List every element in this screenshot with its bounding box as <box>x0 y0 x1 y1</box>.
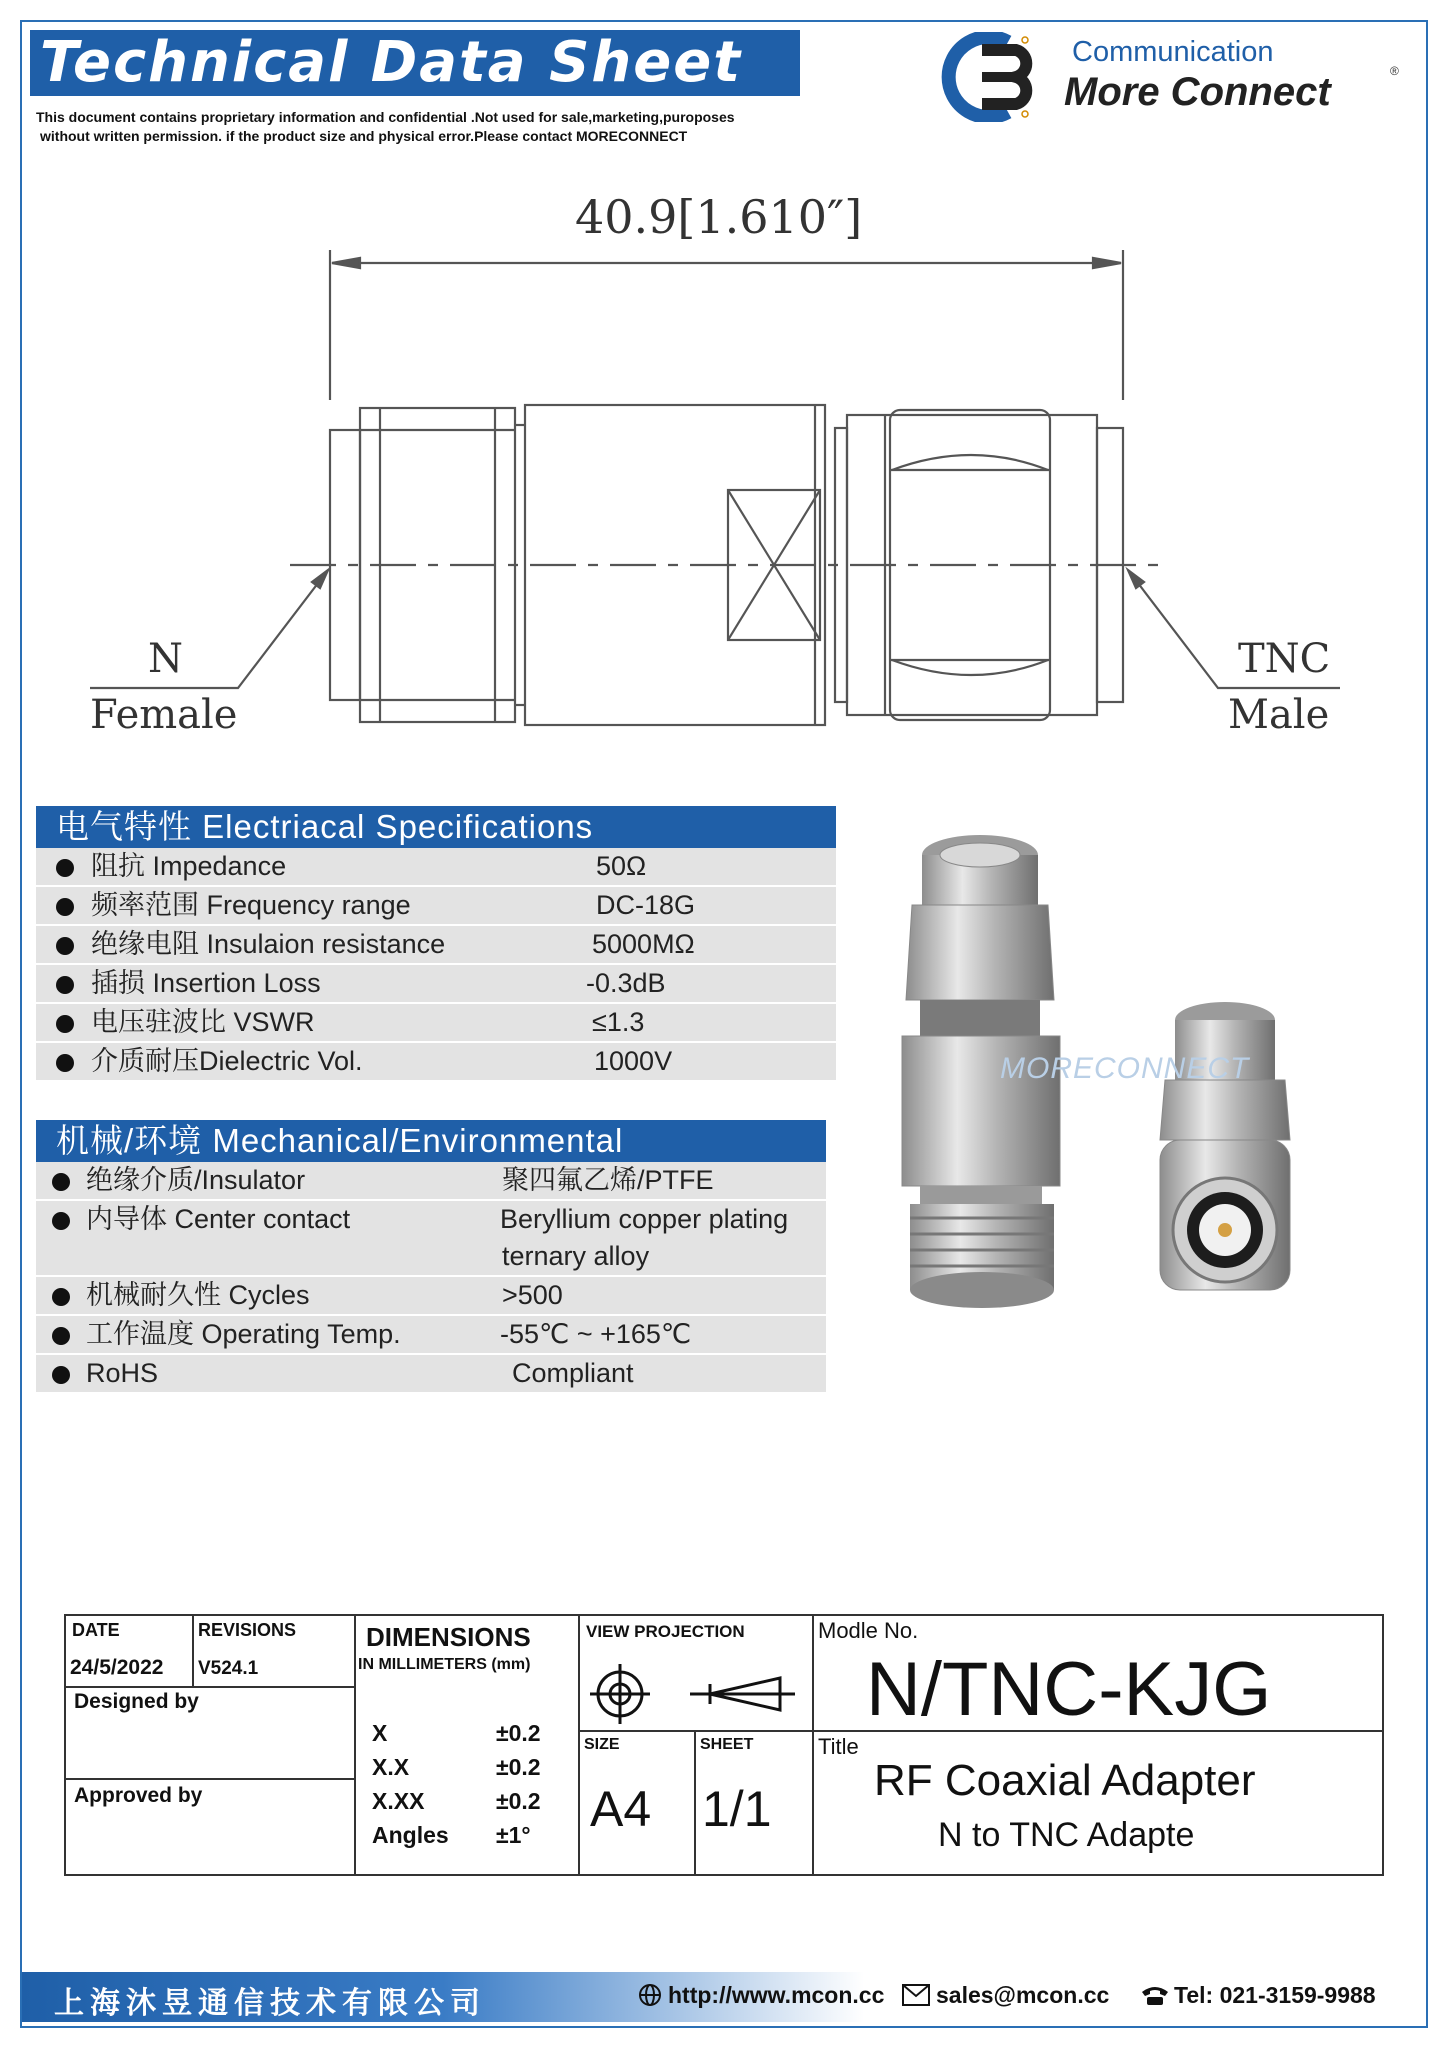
bullet-icon <box>56 937 74 955</box>
bullet-icon <box>56 1054 74 1072</box>
spec-row <box>36 1201 826 1277</box>
mail-icon <box>902 1982 930 2009</box>
spec-label: 插损 Insertion Loss <box>91 968 321 998</box>
company-logo <box>920 32 1400 122</box>
spec-label: 电压驻波比 VSWR <box>91 1007 315 1037</box>
overall-dimension-label: 40.9[1.610″] <box>575 190 863 244</box>
approved-by-label: Approved by <box>74 1784 203 1807</box>
spec-row <box>36 1162 826 1201</box>
spec-row <box>36 965 836 1004</box>
tolerance-value: ±0.2 <box>496 1720 541 1746</box>
spec-row <box>36 848 836 887</box>
bullet-icon <box>52 1212 70 1230</box>
tolerance-key: X <box>372 1720 388 1746</box>
spec-label: 介质耐压Dielectric Vol. <box>91 1046 363 1076</box>
connector-outline-drawing <box>60 170 1360 770</box>
spec-row <box>36 887 836 926</box>
product-title: RF Coaxial Adapter <box>874 1756 1256 1805</box>
model-number-label: Modle No. <box>818 1618 919 1643</box>
tolerance-value: ±0.2 <box>496 1788 541 1814</box>
electrical-heading: 电气特性 Electriacal Specifications <box>36 806 836 848</box>
spec-label: 机械耐久性 Cycles <box>86 1280 310 1310</box>
phone-icon <box>1140 1982 1170 2009</box>
spec-label: RoHS <box>86 1358 159 1388</box>
footer-bar <box>22 1972 1426 2022</box>
tolerance-keys <box>372 1716 449 1852</box>
technical-drawing <box>60 170 1360 770</box>
logo-tagline: Communication <box>1072 36 1274 68</box>
website-link[interactable]: http://www.mcon.cc <box>668 1982 885 2008</box>
tolerance-values <box>496 1716 541 1852</box>
model-number-value: N/TNC-KJG <box>866 1647 1272 1732</box>
disclaimer <box>36 108 836 146</box>
spec-value: Beryllium copper plating <box>500 1204 789 1234</box>
spec-value: ≤1.3 <box>592 1007 645 1037</box>
date-label: DATE <box>72 1620 120 1640</box>
spec-label: 绝缘介质/Insulator <box>86 1165 306 1195</box>
tolerance-key: X.XX <box>372 1788 425 1814</box>
bullet-icon <box>52 1327 70 1345</box>
registered-mark: ® <box>1390 64 1399 78</box>
tolerance-key: Angles <box>372 1822 449 1848</box>
spec-value: >500 <box>502 1280 563 1310</box>
size-value: A4 <box>590 1781 652 1837</box>
size-label: SIZE <box>584 1736 620 1753</box>
dimensions-unit: IN MILLIMETERS (mm) <box>358 1656 531 1673</box>
logo-brand: More Connect <box>1064 70 1331 114</box>
spec-value: 1000V <box>594 1046 673 1076</box>
right-connector-gender: Male <box>1228 692 1330 738</box>
date-value: 24/5/2022 <box>70 1656 164 1679</box>
bullet-icon <box>56 898 74 916</box>
tolerance-key: X.X <box>372 1754 410 1780</box>
left-connector-gender: Female <box>90 692 238 738</box>
view-projection-label: VIEW PROJECTION <box>586 1622 745 1641</box>
bullet-icon <box>56 1015 74 1033</box>
mechanical-heading: 机械/环境 Mechanical/Environmental <box>36 1120 826 1162</box>
tolerance-value: ±0.2 <box>496 1754 541 1780</box>
spec-label: 阻抗 Impedance <box>91 851 287 881</box>
spec-row <box>36 1355 826 1394</box>
designed-by-label: Designed by <box>74 1690 199 1713</box>
bullet-icon <box>56 859 74 877</box>
bullet-icon <box>56 976 74 994</box>
spec-row <box>36 1004 836 1043</box>
document-title: Technical Data Sheet <box>30 30 800 96</box>
spec-value: -0.3dB <box>586 968 666 998</box>
left-connector-type: N <box>148 636 183 682</box>
right-connector-type: TNC <box>1238 636 1331 682</box>
bullet-icon <box>52 1366 70 1384</box>
product-subtitle: N to TNC Adapte <box>938 1816 1195 1854</box>
projection-symbol-icon <box>590 1664 800 1724</box>
bullet-icon <box>52 1288 70 1306</box>
phone-number: Tel: 021-3159-9988 <box>1174 1982 1376 2008</box>
spec-row <box>36 926 836 965</box>
spec-value: -55℃ ~ +165℃ <box>500 1319 692 1349</box>
revisions-label: REVISIONS <box>198 1620 297 1640</box>
spec-value: 聚四氟乙烯/PTFE <box>502 1165 714 1195</box>
spec-row <box>36 1277 826 1316</box>
logo-mark-icon <box>920 32 1060 122</box>
electrical-specifications-table <box>36 806 836 1082</box>
disclaimer-line-1: This document contains proprietary information and confidential .Not used for sale,marketing,puroposes <box>36 109 735 125</box>
dimensions-label: DIMENSIONS <box>366 1622 531 1652</box>
tolerance-value: ±1° <box>496 1822 531 1848</box>
spec-label: 绝缘电阻 Insulaion resistance <box>91 929 446 959</box>
bullet-icon <box>52 1173 70 1191</box>
spec-row <box>36 1316 826 1355</box>
spec-value-continued: ternary alloy <box>502 1241 650 1271</box>
photo-watermark: MORECONNECT <box>1000 1052 1250 1085</box>
revisions-value: V524.1 <box>198 1658 259 1679</box>
title-label: Title <box>818 1734 859 1759</box>
spec-value: 5000MΩ <box>592 929 695 959</box>
title-block <box>64 1614 1384 1876</box>
spec-label: 频率范围 Frequency range <box>91 890 411 920</box>
sheet-label: SHEET <box>700 1736 754 1753</box>
spec-label: 工作温度 Operating Temp. <box>86 1319 401 1349</box>
spec-label: 内导体 Center contact <box>86 1204 351 1234</box>
product-photo <box>880 810 1330 1350</box>
spec-value: 50Ω <box>596 851 647 881</box>
spec-row <box>36 1043 836 1082</box>
email-link[interactable]: sales@mcon.cc <box>936 1982 1110 2008</box>
sheet-value: 1/1 <box>702 1781 772 1837</box>
globe-icon <box>638 1982 662 2009</box>
spec-value: DC-18G <box>596 890 696 920</box>
mechanical-specifications-table <box>36 1120 826 1394</box>
disclaimer-line-2: without written permission. if the product size and physical error.Please contact MORECONNECT <box>40 128 688 144</box>
spec-value: Compliant <box>512 1358 634 1388</box>
company-name-cn: 上海沐昱通信技术有限公司 <box>54 1986 486 2021</box>
